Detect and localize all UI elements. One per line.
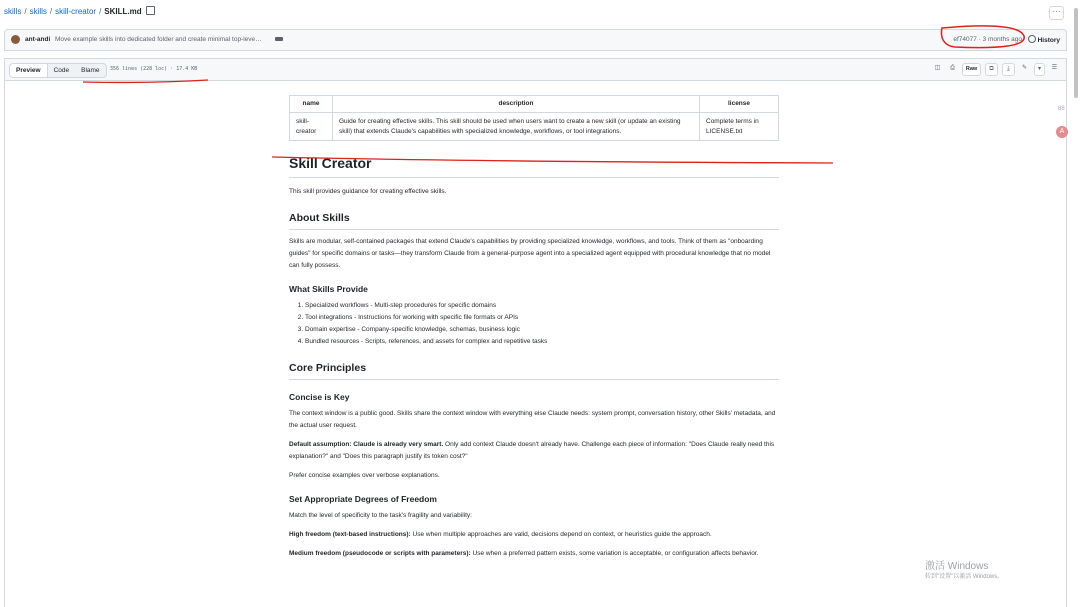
paragraph-text: Use when multiple approaches are valid, decisions depend on context, or heuristics guide the approach. <box>410 531 712 538</box>
copy-raw-icon[interactable]: ⧉ <box>985 63 998 76</box>
paragraph: Match the level of specificity to the task's fragility and variability: <box>289 512 472 519</box>
table-cell: Complete terms in LICENSE.txt <box>700 113 779 141</box>
breadcrumb-repo-owner[interactable]: skills <box>4 7 22 16</box>
table-cell: skill-creator <box>290 113 333 141</box>
tab-preview[interactable]: Preview <box>10 64 48 77</box>
more-options-button[interactable]: ··· <box>1049 6 1064 20</box>
list-item: 2. Tool integrations - Instructions for working with specific file formats or APIs <box>305 312 779 324</box>
side-extension-icon[interactable]: 88 <box>1058 106 1065 112</box>
list-item: 4. Bundled resources - Scripts, references, and assets for complex and repetitive tasks <box>305 336 779 348</box>
translate-extension-icon[interactable]: A <box>1056 126 1068 138</box>
annotation-circle-sha <box>942 26 1025 48</box>
file-lines-info: 356 lines (228 loc) · 17.4 KB <box>110 66 198 72</box>
edit-pencil-icon[interactable]: ✎ <box>1021 65 1028 71</box>
annotation-underline-lines <box>83 80 208 82</box>
print-icon[interactable]: ⎙ <box>950 65 955 71</box>
paragraph: The context window is a public good. Skills share the context window with everything else Claude needs: system prompt, conversation history, other Skills' metadata, and the actual user request. <box>289 410 776 429</box>
breadcrumb-separator: / <box>49 7 53 16</box>
table-header: name <box>290 96 333 113</box>
chevron-down-icon[interactable]: ▾ <box>1034 63 1045 76</box>
outline-list-icon[interactable]: ☰ <box>1051 65 1058 71</box>
download-icon[interactable]: ⤓ <box>1002 63 1015 76</box>
table-cell: Guide for creating effective skills. This skill should be used when users want to create a new skill (or update an existing skill) that extends Claude's capabilities with specialized knowledge, workflows, or tool integrations. <box>333 113 700 141</box>
paragraph-text: Use when a preferred pattern exists, some variation is acceptable, or configuration affects behavior. <box>470 550 759 557</box>
commit-message[interactable]: Move example skills into dedicated folder and create minimal top-leve… <box>55 36 262 43</box>
heading-concise-is-key: Concise is Key <box>289 392 350 402</box>
breadcrumb-folder[interactable]: skill-creator <box>55 7 97 16</box>
windows-activation-hint: 转到"设置"以激活 Windows。 <box>925 574 1004 580</box>
paragraph-text: Only add context Claude doesn't already have. Challenge each piece of information: "Does Claude really need this explanation?" and "Does this paragraph justify its token cost?" <box>289 441 775 460</box>
breadcrumb-separator: / <box>99 7 102 16</box>
page-title: Skill Creator <box>289 155 779 178</box>
table-header: description <box>333 96 700 113</box>
table-header: license <box>700 96 779 113</box>
commit-author[interactable]: ant-andi <box>25 36 51 43</box>
paragraph: Prefer concise examples over verbose explanations. <box>289 472 440 479</box>
heading-what-skills-provide: What Skills Provide <box>289 284 368 294</box>
breadcrumb-separator: / <box>24 7 27 16</box>
commit-sha-age[interactable]: ef74077 · 3 months ago <box>953 36 1022 43</box>
tab-blame[interactable]: Blame <box>81 67 100 74</box>
tab-code[interactable]: Code <box>53 67 70 74</box>
copilot-icon[interactable]: ◫ <box>934 65 941 71</box>
heading-degrees-of-freedom: Set Appropriate Degrees of Freedom <box>289 494 437 504</box>
windows-activation-watermark: 激活 Windows <box>925 561 989 572</box>
heading-about-skills: About Skills <box>289 212 779 230</box>
heading-core-principles: Core Principles <box>289 362 779 380</box>
raw-button[interactable]: Raw <box>962 63 981 76</box>
paragraph: This skill provides guidance for creating effective skills. <box>289 188 447 195</box>
list-item: 3. Domain expertise - Company-specific knowledge, schemas, business logic <box>305 324 779 336</box>
paragraph: Skills are modular, self-contained packages that extend Claude's capabilities by providing specialized knowledge, workflows, and tools. Think of them as "onboarding guides" for specific domains or tasks—they transform Claude from a general-purpose agent into a specialized agent equipped with procedural knowledge that no model can fully possess. <box>289 238 771 269</box>
bold-text: Default assumption: Claude is already very smart. <box>289 441 444 448</box>
list-item: 1. Specialized workflows - Multi-step procedures for specific domains <box>305 300 779 312</box>
bold-text: High freedom (text-based instructions): <box>289 531 411 538</box>
bold-text: Medium freedom (pseudocode or scripts with parameters): <box>289 550 471 557</box>
breadcrumb-repo[interactable]: skills <box>29 7 47 16</box>
annotation-underline-table <box>272 157 833 163</box>
breadcrumb-current-file: SKILL.md <box>104 7 142 16</box>
history-label: History <box>1037 37 1060 44</box>
